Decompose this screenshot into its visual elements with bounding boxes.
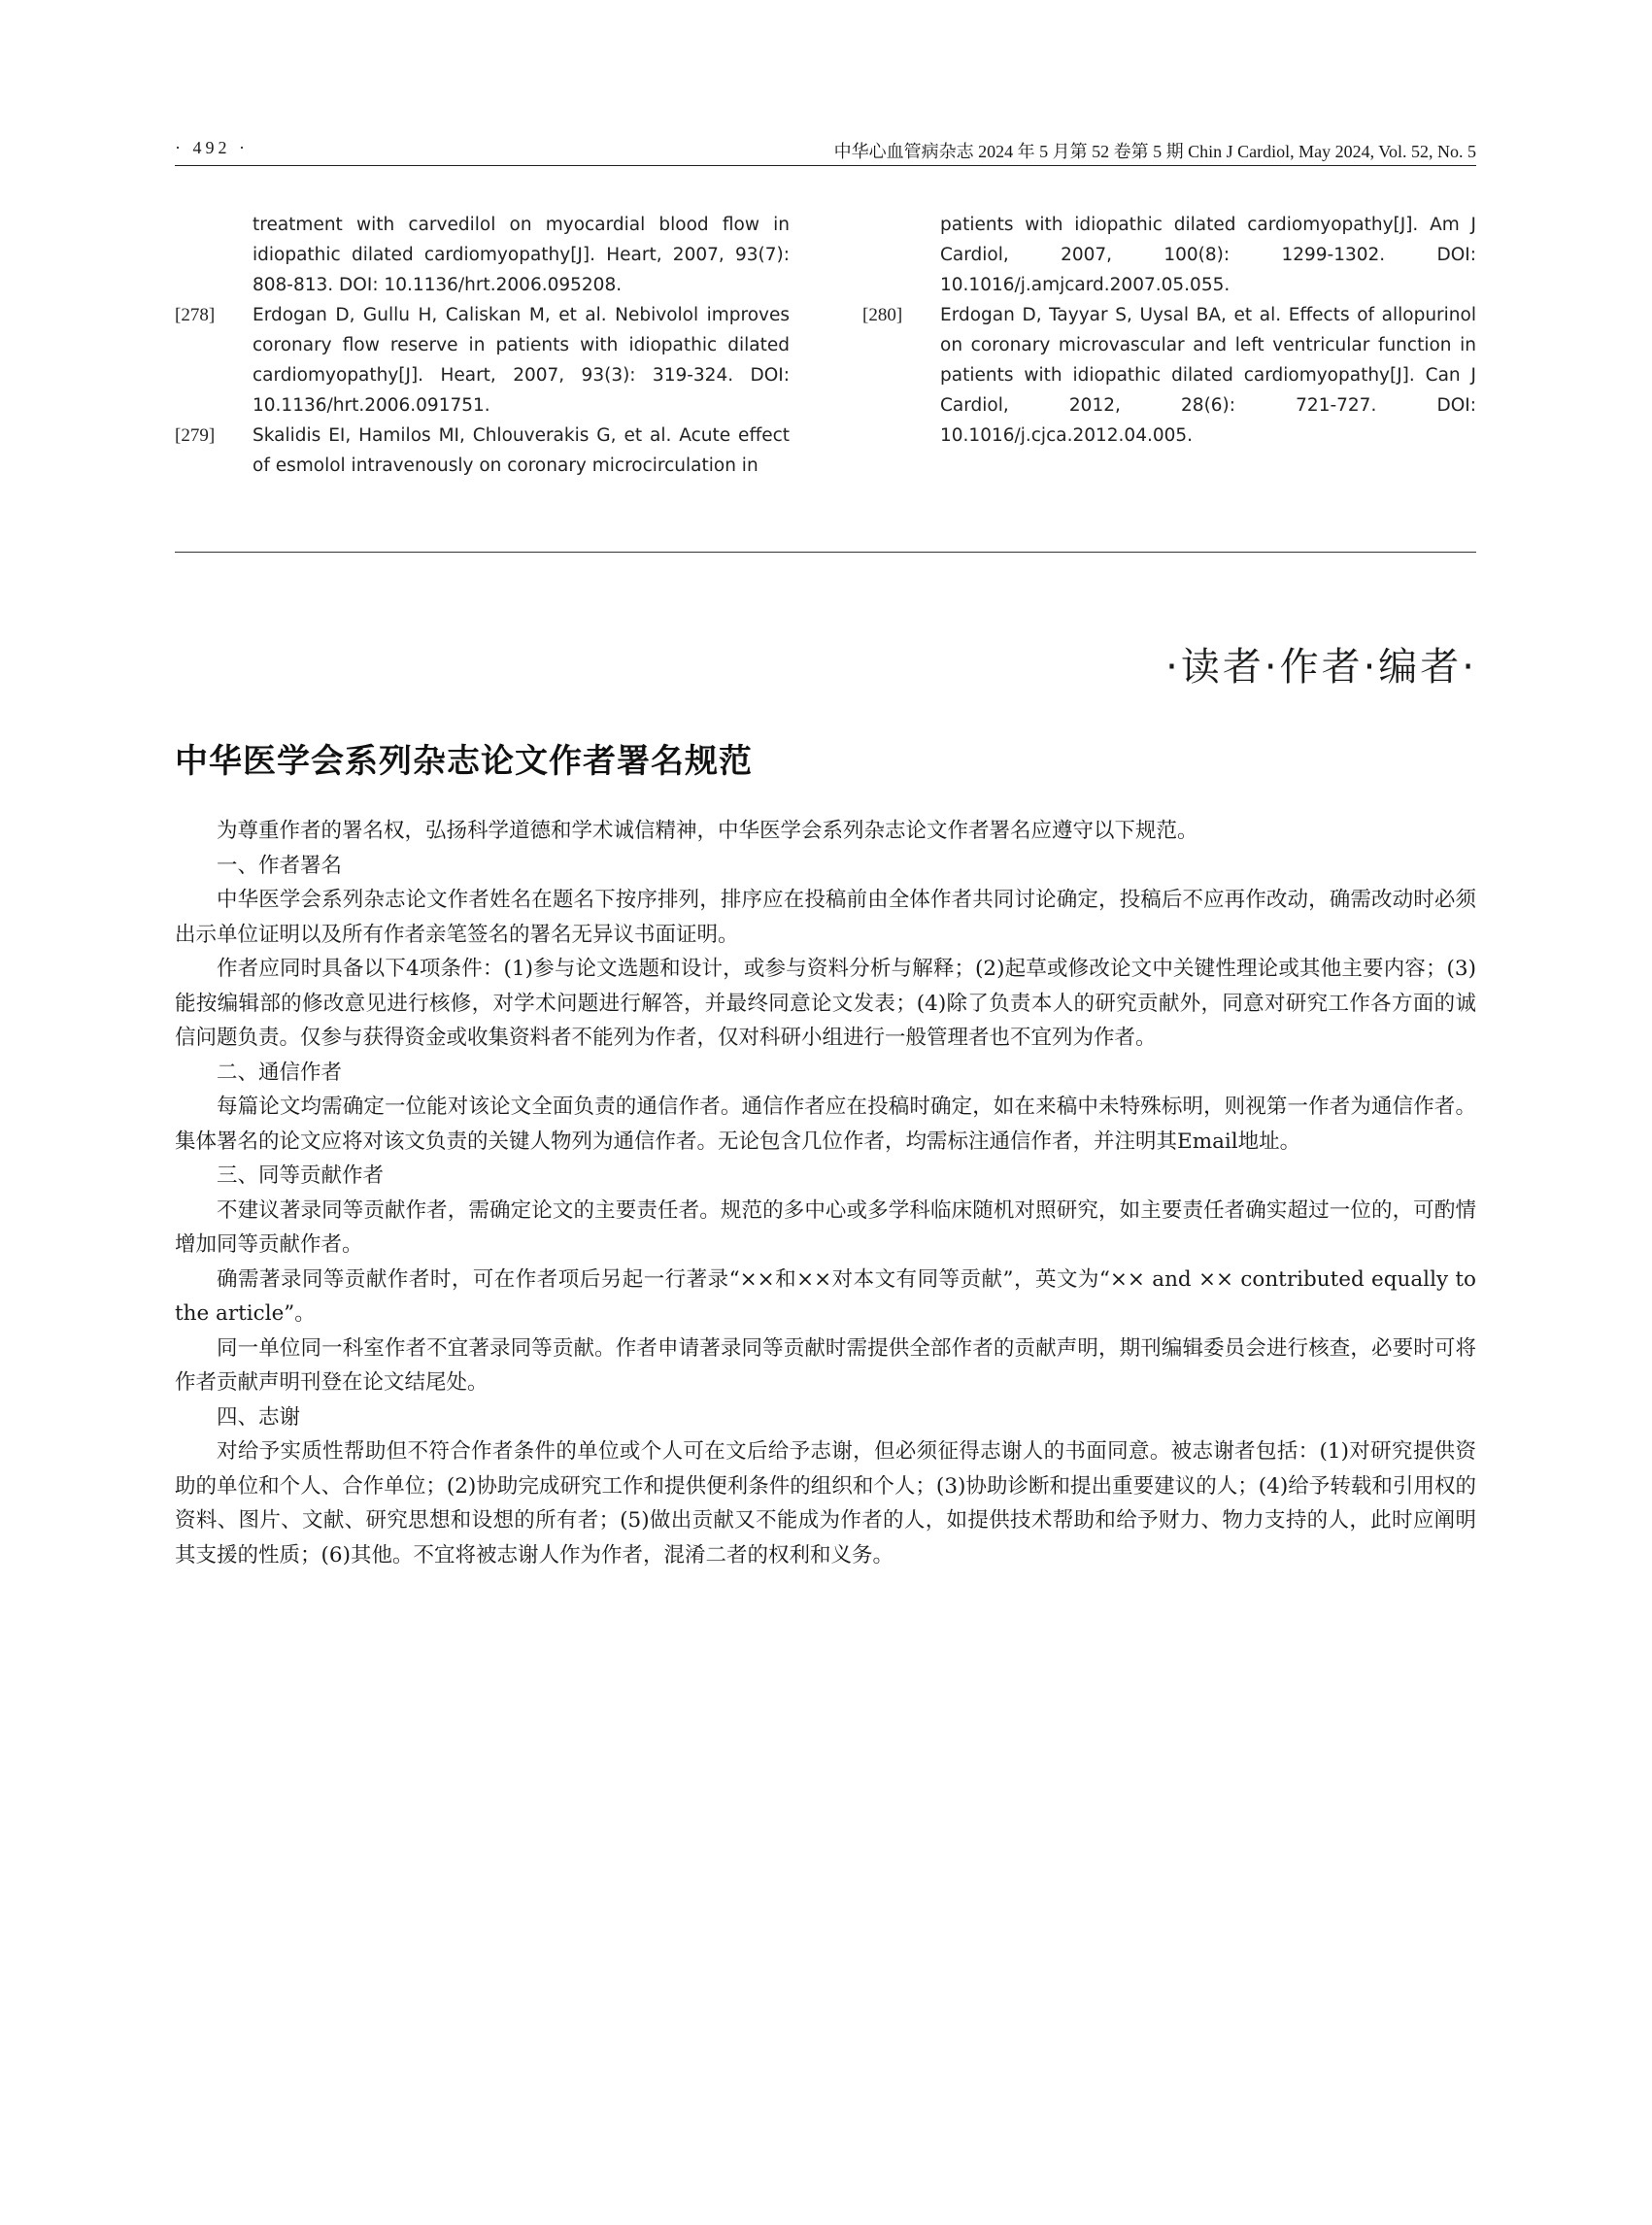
reference-entry <box>862 210 1476 300</box>
reference-number: [280] <box>862 305 903 325</box>
article-paragraph: 作者应同时具备以下4项条件：(1)参与论文选题和设计，或参与资料分析与解释；(2)起草或修改论文中关键性理论或其他主要内容；(3)能按编辑部的修改意见进行核修，对学术问题进行解答，并最终同意论文发表；(4)除了负责本人的研究贡献外，同意对研究工作各方面的诚信问题负责。仅参与获得资金或收集资料者不能列为作者，仅对科研小组进行一般管理者也不宜列为作者。 <box>175 957 1476 1050</box>
reference-entry <box>175 300 790 421</box>
references-left-column <box>175 210 790 481</box>
article-paragraph: 对给予实质性帮助但不符合作者条件的单位或个人可在文后给予志谢，但必须征得志谢人的书面同意。被志谢者包括：(1)对研究提供资助的单位和个人、合作单位；(2)协助完成研究工作和提供便利条件的组织和个人；(3)协助诊断和提出重要建议的人；(4)给予转载和引用权的资料、图片、文献、研究思想和设想的所有者；(5)做出贡献又不能成为作者的人，如提供技术帮助和给予财力、物力支持的人，此时应阐明其支援的性质；(6)其他。不宜将被志谢人作为作者，混淆二者的权利和义务。 <box>175 1439 1476 1568</box>
reference-text: Erdogan D, Gullu H, Caliskan M, et al. Nebivolol improves coronary flow reserve in patients with idiopathic dilated cardiomyopathy[J]. Heart, 2007, 93(3): 319-324. DOI: 10.1136/hrt.2006.091751. <box>253 305 790 416</box>
article-subheading: 一、作者署名 <box>217 853 343 878</box>
reference-text: Skalidis EI, Hamilos MI, Chlouverakis G, et al. Acute effect of esmolol intravenously on coronary microcirculation in <box>253 425 790 476</box>
reference-entry <box>175 421 790 481</box>
article-body <box>175 814 1476 1572</box>
reference-number: [279] <box>175 425 216 446</box>
article-paragraph: 不建议著录同等贡献作者，需确定论文的主要责任者。规范的多中心或多学科临床随机对照研究，如主要责任者确实超过一位的，可酌情增加同等贡献作者。 <box>175 1197 1476 1257</box>
section-label: ·读者·作者·编者· <box>1165 645 1477 690</box>
article-subheading: 四、志谢 <box>217 1404 301 1430</box>
header-rule <box>175 165 1476 166</box>
article-paragraph: 中华医学会系列杂志论文作者姓名在题名下按序排列，排序应在投稿前由全体作者共同讨论确定，投稿后不应再作改动，确需改动时必须出示单位证明以及所有作者亲笔签名的署名无异议书面证明。 <box>175 888 1476 947</box>
reference-entry <box>862 300 1476 451</box>
article-paragraph: 每篇论文均需确定一位能对该论文全面负责的通信作者。通信作者应在投稿时确定，如在来稿中未特殊标明，则视第一作者为通信作者。集体署名的论文应将对该文负责的关键人物列为通信作者。无论包含几位作者，均需标注通信作者，并注明其Email地址。 <box>175 1095 1476 1154</box>
references-right-column <box>862 210 1476 451</box>
running-title: 中华心血管病杂志 2024 年 5 月第 52 卷第 5 期 Chin J Cardiol, May 2024, Vol. 52, No. 5 <box>833 142 1476 161</box>
reference-entry <box>175 210 790 300</box>
reference-number: [278] <box>175 305 216 325</box>
section-divider <box>175 552 1476 553</box>
article-paragraph: 为尊重作者的署名权，弘扬科学道德和学术诚信精神，中华医学会系列杂志论文作者署名应遵守以下规范。 <box>217 819 1198 843</box>
article-title: 中华医学会系列杂志论文作者署名规范 <box>175 742 753 781</box>
article-subheading: 二、通信作者 <box>217 1060 343 1085</box>
article-subheading: 三、同等贡献作者 <box>217 1163 385 1188</box>
page-number: · 492 · <box>175 138 249 157</box>
article-paragraph: 同一单位同一科室作者不宜著录同等贡献。作者申请著录同等贡献时需提供全部作者的贡献声明，期刊编辑委员会进行核查，必要时可将作者贡献声明刊登在论文结尾处。 <box>175 1335 1476 1395</box>
reference-text: treatment with carvedilol on myocardial blood flow in idiopathic dilated cardiomyopathy[J]. Heart, 2007, 93(7): 808-813. DOI: 10.1136/hrt.2006.095208. <box>253 215 790 295</box>
article-paragraph: 确需著录同等贡献作者时，可在作者项后另起一行著录“××和××对本文有同等贡献”，英文为“×× and ×× contributed equally to the article”。 <box>175 1266 1476 1326</box>
reference-text: Erdogan D, Tayyar S, Uysal BA, et al. Effects of allopurinol on coronary microvascular and left ventricular function in patients with idiopathic dilated cardiomyopathy[J]. Can J Cardiol, 2012, 28(6): 721-727. DOI: 10.1016/j.cjca.2012.04.005. <box>940 305 1476 446</box>
reference-text: patients with idiopathic dilated cardiomyopathy[J]. Am J Cardiol, 2007, 100(8): 1299-1302. DOI: 10.1016/j.amjcard.2007.05.055. <box>940 215 1476 295</box>
page-header <box>175 134 1476 167</box>
